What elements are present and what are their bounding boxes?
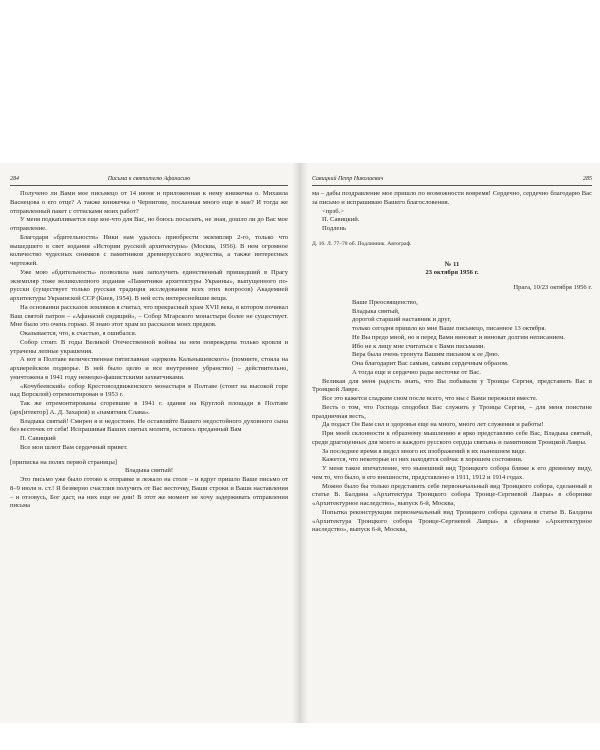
left-running-head	[10, 173, 288, 186]
paragraph: Уже мою «бдительность» позволила нам заполучить единственный пришедший в Прагу экземпляр тоже великолепного издания «Памятники архитектуры Украины», выпущенного по-русски (существует только русская традиция исследования всех этих вопросов) Академией архитектуры Украинской ССР (Киев, 1954). В ней есть интереснейшие вещи.	[10, 268, 288, 302]
paragraph: Прага, 10/23 октября 1956 г.	[513, 284, 592, 291]
paragraph: Владыка святый! Смирен я и недостоин. Не оставляйте Вашего недостойного духовного сына без весточек от себя! Испрашивая Ваших святых молитв, остаюсь преданный Вам	[10, 417, 288, 434]
paragraph: Все это кажется сладким сном после всего, что мы с Вами пережили вместе.	[322, 395, 538, 402]
right-running-head	[312, 173, 592, 186]
paragraph: А вот в Полтаве величественная пятиглавная «церковь Кальнышевского» (помните, стояла на архиерейском подворье. В ней было целю и все внутреннее убранство) – действительно, уничтожена в 1941 году немецко-фашистскими захватчиками.	[10, 356, 288, 381]
paragraph: Вера была очень тронута Вашим письмом к ее Дню.	[352, 351, 500, 359]
paragraph: Подлень	[322, 225, 346, 232]
paragraph: Да подаст Он Вам сил и здоровья еще на много, много лет служения и работы!	[322, 421, 544, 429]
right-running-title: Савицкий Петр Николаевич	[312, 176, 384, 182]
document-heading: 23 октября 1956 г.	[425, 269, 479, 277]
left-page-body	[10, 190, 288, 511]
spacer	[312, 249, 592, 261]
paragraph: Весть о том, что Господь сподобил Вас служить у Троицы Сергия, – для меня поистине праздничная весть,	[312, 403, 592, 420]
paragraph: На основании рассказов земляков я считал, что прекрасный храм XVII века, в котором почивал Ваш святой патрон – «Афанасий сидящий», – Собор Мгарского монастыря более не существует. Мне было это очень горько. Я знаю этот храм из рассказов моих предков.	[10, 303, 288, 329]
paragraph: ма – дабы поздравление мое пришло по возможности вовремя! Сердечно, сердечно благодарю Вас за письмо и испрашиваю Вашего благословения.	[312, 190, 592, 206]
paragraph: «Кочубеевский» собор Крестовоздвиженского монастыря в Полтаве (стоит на высокой горе над Ворсклой) отремонтирован в 1953 г.	[10, 382, 288, 399]
paragraph: Попытка реконструкции первоначальный вид Троицкого собора сделана в статье В. Балдина «Архитектура Троицкого собора Троице-Сергиевой Лавры» в сборнике «Архитектурное наследство», выпуск 6-й, Москва,	[312, 508, 592, 534]
right-page-body	[312, 190, 592, 535]
paragraph: Получено ли Вами мое письмецо от 14 июня и приложенная к нему книжечка о. Михаила Васнецова о его отце? А также книжечка о Чернигове, посланная много еще в мае? И тогда же отправленный пакет с оттисками моих работ?	[10, 190, 288, 215]
paragraph: Благодаря «бдительности» Ники нам удалось приобрести экземпляр 2-го, только что вышедшего в свет издания «Истории русской архитектуры» (Москва, 1956). В нем огромное количество чудесных снимков с памятников древнерусского зодчества, а также интересных чертежей.	[10, 233, 288, 267]
paragraph: П. Савицкий	[20, 435, 56, 442]
paragraph: только сегодня пришло ко мне Ваше письмецо, писанное 13 октября.	[352, 325, 547, 332]
paragraph: П. Савицкий.	[322, 216, 360, 224]
paragraph: <прзб.>	[322, 207, 344, 215]
right-page	[312, 163, 592, 723]
paragraph: А тогда еще и сердечно рады весточке от Вас.	[352, 368, 481, 376]
left-page	[10, 163, 288, 723]
paragraph: Она благодарит Вас самым, самым сердечным образом.	[352, 360, 509, 367]
paragraph: Все мои шлют Вам сердечный привет.	[20, 443, 128, 451]
paragraph: Д. 16. Л. 77–78 об. Подлинник. Автограф.	[312, 240, 412, 247]
book-gutter	[292, 163, 308, 723]
paragraph: При моей склонности к образному мышлению я ярко представляю себе Вас, Владыка святый, среди драгоценных для моего и каждого русского сердца святынь и памятников Троицкой Лавры.	[312, 430, 592, 446]
paragraph: [приписка на полях первой страницы]	[10, 458, 117, 466]
paragraph: Не Вы предо мной, но я перед Вами виноват и виноват долгим неписанием.	[352, 333, 565, 341]
paragraph: Владыка святый,	[352, 307, 400, 315]
book-spread	[0, 163, 600, 723]
paragraph: Владыка святый!	[124, 467, 174, 475]
paragraph: дорогой старший наставник и друг,	[352, 316, 452, 324]
paragraph: Так же отремонтированы сгоревшие в 1941 г. здания на Круглой площади в Полтаве (арх[итектор] А. Д. Захаров) и «памятник Слава».	[10, 400, 288, 416]
paragraph: Это письмо уже было готово к отправке и лежало на столе – и вдруг пришло Ваше письмо от 8–9 июля н. ст.! Я безмерно счастлив получить от Вас весточку, Ваши строки и Ваши наставления – и отзовусь, Бог даст, на них еще не дни! В этот же момент не хочу задерживать отправления письма	[10, 476, 288, 510]
paragraph: За последнее время я видел много их изображений в их нынешнем виде.	[322, 447, 527, 455]
right-page-number: 285	[583, 176, 592, 182]
document-heading: № 11	[444, 260, 460, 268]
paragraph: Ваше Преосвященство,	[352, 298, 418, 306]
paragraph: Кажется, что некоторые из них находятся сейчас в хорошем состоянии.	[322, 456, 523, 464]
paragraph: Великая для меня радость знать, что Вы побывали у Троицы Сергия, представить Вас в Троицкой Лавре.	[312, 377, 592, 394]
paragraph: Можно было бы только представить себе первоначальный вид Троицкого собора, сделанный в статье В. Балдина «Архитектура Троицкого собора Троице-Сергиевой Лавры» в сборнике «Архитектурное наследство», выпуск 6-й, Москва,	[312, 482, 592, 507]
paragraph: У меня такое впечатление, что нынешний вид Троицкого собора ближе к его древнему виду, чем то, что было, в его внешности, представлено в 1911, 1912 и 1914 годах.	[312, 465, 592, 481]
left-page-number: 284	[10, 176, 19, 182]
paragraph: Собор стоит. В годы Великой Отечественной войны на нем повреждена только кровля и утрачены лепные украшения.	[10, 338, 288, 355]
left-running-title: Письма к святителю Афанасию	[107, 176, 191, 182]
paragraph: У меня подкапливается еще кое-что для Вас, но боюсь посылать, не зная, дошло ли до Вас мое отправление.	[10, 216, 288, 232]
paragraph: Ибо не к лицу мне считаться с Вами письмами.	[352, 342, 486, 350]
paragraph: Оказывается, что, к счастью, я ошибался.	[20, 330, 137, 337]
